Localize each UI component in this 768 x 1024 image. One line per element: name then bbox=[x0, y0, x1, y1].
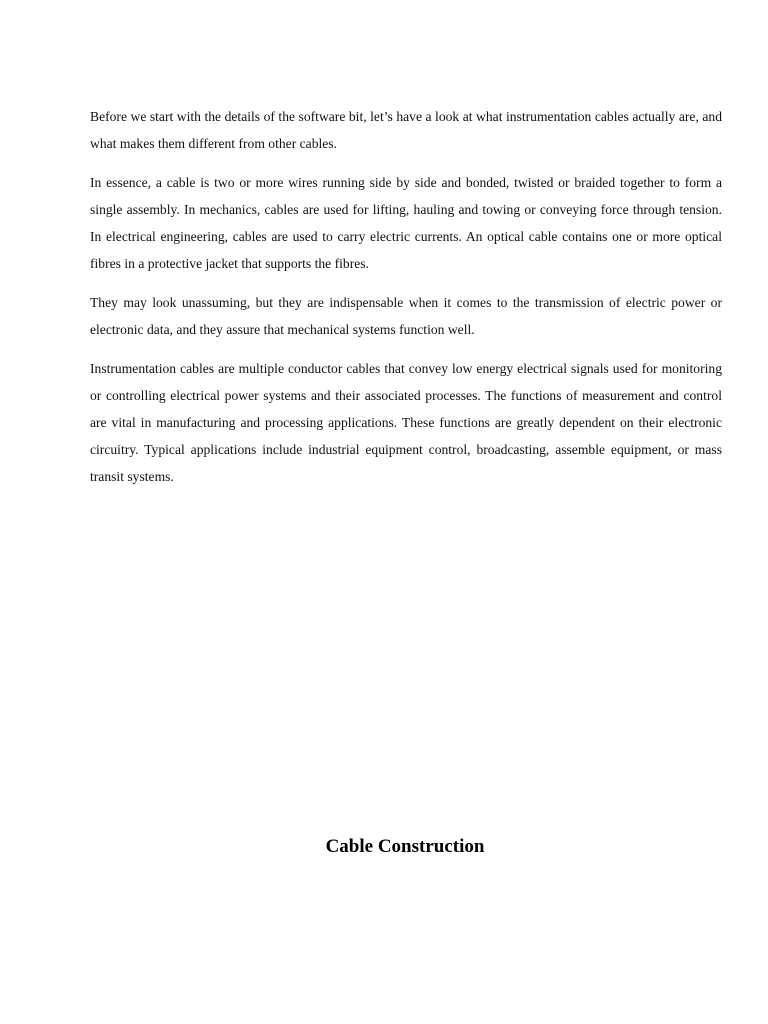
section-heading: Cable Construction bbox=[325, 836, 485, 857]
paragraph-definition: In essence, a cable is two or more wires running side by side and bonded, twisted or braided together to form a single assembly. In mechanics, cables are used for lifting, hauling and towing or conveying force through tension. In electrical engineering, cables are used to carry electric currents. An optical cable contains one or more optical fibres in a protective jacket that supports the fibres. bbox=[90, 175, 722, 271]
paragraph-intro: Before we start with the details of the software bit, let’s have a look at what instrumentation cables actually are, and what makes them different from other cables. bbox=[90, 109, 722, 151]
paragraph-importance: They may look unassuming, but they are indispensable when it comes to the transmission of electric power or electronic data, and they assure that mechanical systems function well. bbox=[90, 295, 722, 337]
body-text bbox=[90, 103, 722, 502]
paragraph-instrumentation: Instrumentation cables are multiple conductor cables that convey low energy electrical signals used for monitoring or controlling electrical power systems and their associated processes. The functions of measurement and control are vital in manufacturing and processing applications. These functions are greatly dependent on their electronic circuitry. Typical applications include industrial equipment control, broadcasting, assemble equipment, or mass transit systems. bbox=[90, 361, 722, 484]
